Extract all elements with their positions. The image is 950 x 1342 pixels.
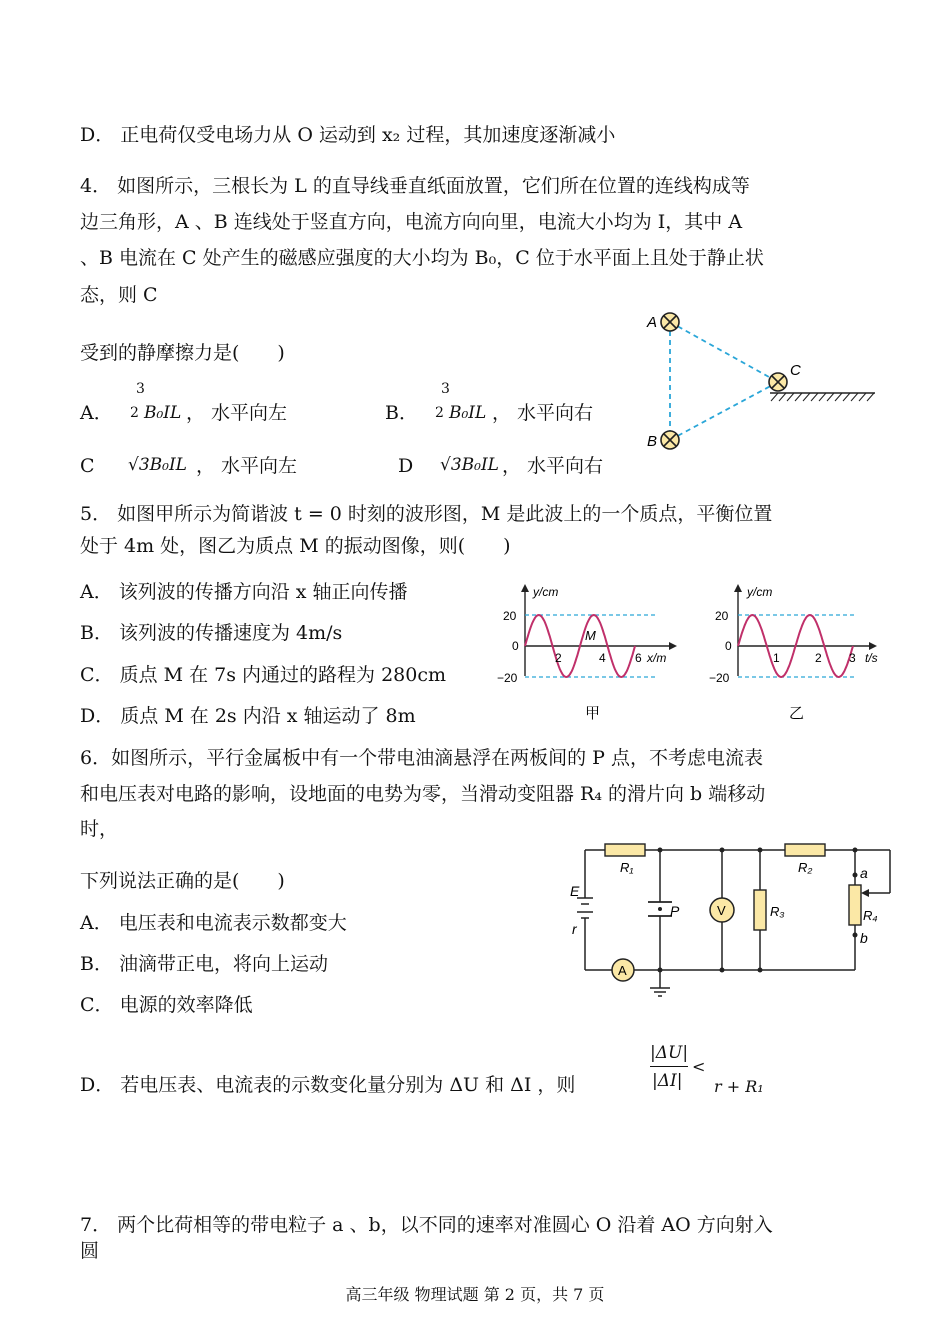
y-tick-zero: 0 — [512, 639, 519, 653]
q4-option-d-expr: √3B₀IL — [440, 455, 499, 475]
label-b: B — [647, 433, 658, 450]
y-axis-arrow-icon — [734, 584, 742, 592]
x-tick-6: 6 — [635, 651, 642, 665]
q4-option-c-direction: ， 水平向左 — [196, 455, 298, 477]
q4-option-d-direction: ， 水平向右 — [502, 455, 604, 477]
point-m-label: M — [585, 628, 596, 643]
wire-c-current-into-page-icon — [769, 373, 787, 391]
q6-option-d-rhs: r + R₁ — [714, 1077, 764, 1096]
q5-option-c: C． 质点 M 在 7s 内通过的路程为 280cm — [80, 664, 446, 686]
q6-option-b: B． 油滴带正电，将向上运动 — [80, 953, 329, 975]
label-r4: R₄ — [863, 908, 878, 923]
q4-stem-line4: 态，则 C — [80, 284, 158, 306]
x-tick-4: 4 — [599, 651, 606, 665]
vibration-graph-yi — [705, 580, 895, 725]
t-tick-2: 2 — [815, 651, 822, 665]
rheostat-slider-icon — [861, 889, 869, 897]
y-tick-bottom: −20 — [709, 671, 730, 685]
rheostat-r4 — [849, 885, 861, 925]
q6-option-d-denominator: |ΔI| — [652, 1071, 683, 1091]
q5-stem-line2: 处于 4m 处，图乙为质点 M 的振动图像，则( ) — [80, 535, 511, 557]
q4-stem-line1: 4． 如图所示，三根长为 L 的直导线垂直纸面放置，它们所在位置的连线构成等 — [80, 175, 750, 197]
t-tick-3: 3 — [849, 651, 856, 665]
q4-option-a-denominator: 2 — [130, 405, 139, 421]
q6-option-d-relation: < — [692, 1057, 706, 1076]
q4-option-b-expr: B₀IL — [449, 403, 487, 423]
ground-symbol-icon — [650, 988, 670, 996]
resistor-r1 — [605, 844, 645, 856]
q4-option-b-denominator: 2 — [435, 405, 444, 421]
bc-dashed-line — [670, 382, 778, 440]
q3-option-d: D． 正电荷仅受电场力从 O 运动到 x₂ 过程，其加速度逐渐减小 — [80, 124, 616, 146]
q6-stem-line1: 6．如图所示，平行金属板中有一个带电油滴悬浮在两板间的 P 点，不考虑电流表 — [80, 747, 763, 769]
label-e: E — [570, 883, 580, 899]
label-c: C — [790, 362, 801, 379]
ground-hatching — [771, 393, 874, 401]
label-r1: R₁ — [620, 860, 634, 875]
q4-option-c-expr: √3B₀IL — [128, 455, 187, 475]
q4-stem-line5: 受到的静摩擦力是( ) — [80, 342, 285, 364]
ac-dashed-line — [670, 322, 778, 382]
q6-option-d-numerator: |ΔU| — [650, 1043, 689, 1063]
x-axis-arrow-icon — [669, 642, 677, 650]
x-axis-label: x/m — [647, 651, 667, 665]
q4-option-c-label: C — [80, 455, 95, 477]
q4-triangle-figure — [630, 300, 890, 460]
y-axis-label: y/cm — [533, 585, 559, 599]
q6-circuit-diagram — [560, 838, 900, 1000]
fraction-bar — [650, 1066, 688, 1067]
x-axis-label: t/s — [865, 651, 878, 665]
y-axis-arrow-icon — [521, 584, 529, 592]
y-tick-top: 20 — [503, 609, 517, 623]
q6-stem-line4: 下列说法正确的是( ) — [80, 870, 285, 892]
label-a: A — [618, 963, 627, 978]
y-axis-label: y/cm — [747, 585, 773, 599]
label-b-terminal: b — [860, 930, 868, 946]
y-tick-top: 20 — [715, 609, 729, 623]
q4-option-b-numerator: 3 — [441, 381, 450, 397]
q5-option-a: A． 该列波的传播方向沿 x 轴正向传播 — [80, 581, 408, 603]
q7-stem-line1: 7． 两个比荷相等的带电粒子 a 、b，以不同的速率对准圆心 O 沿着 AO 方向射入 — [80, 1214, 773, 1236]
t-tick-1: 1 — [773, 651, 780, 665]
q4-stem-line2: 边三角形，A 、B 连线处于竖直方向，电流方向向里，电流大小均为 I，其中 A — [80, 211, 743, 233]
q4-stem-line3: 、B 电流在 C 处产生的磁感应强度的大小均为 B₀，C 位于水平面上且处于静止状 — [80, 247, 764, 269]
figure-caption-yi: 乙 — [789, 705, 805, 722]
x-axis-arrow-icon — [869, 642, 877, 650]
q4-option-b-direction: ， 水平向右 — [492, 402, 594, 424]
label-r-internal: r — [572, 921, 577, 937]
y-tick-bottom: −20 — [497, 671, 518, 685]
label-r3: R₃ — [770, 904, 785, 919]
q6-option-a: A． 电压表和电流表示数都变大 — [80, 912, 347, 934]
figure-caption-jia: 甲 — [585, 705, 601, 722]
q6-option-c: C． 电源的效率降低 — [80, 994, 253, 1016]
q4-option-a-direction: ， 水平向左 — [186, 402, 288, 424]
wire-b-current-into-page-icon — [661, 431, 679, 449]
q4-option-b-label: B． — [385, 402, 418, 424]
q4-option-a-expr: B₀IL — [144, 403, 182, 423]
resistor-r2 — [785, 844, 825, 856]
label-r2: R₂ — [798, 860, 813, 875]
q7-stem-line2: 圆 — [80, 1240, 100, 1262]
label-a: A — [647, 314, 658, 331]
label-v: V — [717, 903, 726, 918]
q6-stem-line3: 时， — [80, 818, 119, 840]
page-footer: 高三年级 物理试题 第 2 页，共 7 页 — [345, 1285, 605, 1304]
q5-option-b: B． 该列波的传播速度为 4m/s — [80, 622, 343, 644]
battery-icon — [577, 898, 593, 923]
q4-option-a-label: A． — [80, 402, 113, 424]
y-tick-zero: 0 — [725, 639, 732, 653]
q4-option-a-numerator: 3 — [136, 381, 145, 397]
wave-graph-jia — [495, 580, 685, 725]
oil-drop-p-icon — [658, 907, 662, 911]
q5-stem-line1: 5． 如图甲所示为简谐波 t = 0 时刻的波形图，M 是此波上的一个质点，平衡位置 — [80, 503, 773, 525]
x-tick-2: 2 — [555, 651, 562, 665]
label-p: P — [670, 903, 680, 919]
q6-option-d-text: D． 若电压表、电流表的示数变化量分别为 ΔU 和 ΔI ，则 — [80, 1074, 576, 1096]
resistor-r3 — [754, 890, 766, 930]
q5-option-d: D． 质点 M 在 2s 内沿 x 轴运动了 8m — [80, 705, 416, 727]
label-a-terminal: a — [860, 865, 868, 881]
wire-a-current-into-page-icon — [661, 313, 679, 331]
q6-stem-line2: 和电压表对电路的影响，设地面的电势为零，当滑动变阻器 R₄ 的滑片向 b 端移动 — [80, 783, 766, 805]
q4-option-d-label: D — [398, 455, 414, 477]
